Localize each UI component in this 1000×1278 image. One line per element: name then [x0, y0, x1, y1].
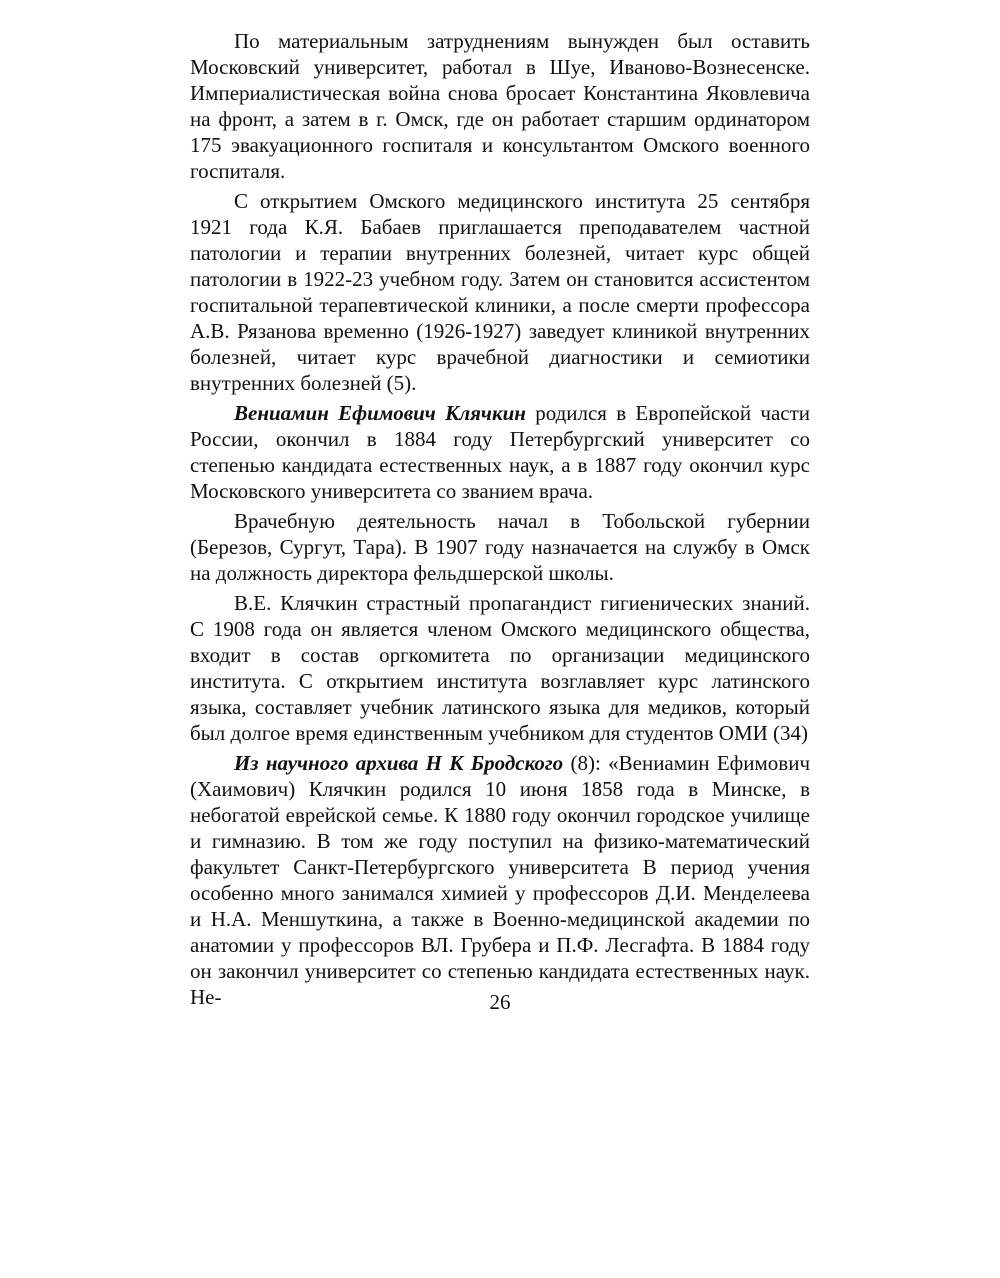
paragraph: [190, 188, 810, 396]
paragraph-lead: Из научного архива Н К Бродского: [234, 751, 564, 775]
paragraph-text: родился в Европейской части России, окончил в 1884 году Петербургский университет со степенью кандидата естественных наук, а в 1887 году окончил курс Московского университета со званием врача.: [190, 401, 810, 503]
paragraph: [190, 400, 810, 504]
paragraph-text: Врачебную деятельность начал в Тобольской губернии (Березов, Сургут, Тара). В 1907 году назначается на службу в Омск на должность директора фельдшерской школы.: [190, 509, 810, 585]
paragraph-text: По материальным затруднениям вынужден был оставить Московский университет, работал в Шуе, Иваново-Вознесенске. Империалистическая война снова бросает Константина Яковлевича на фронт, а затем в г. Омск, где он работает старшим ординатором 175 эвакуационного госпиталя и консультантом Омского военного госпиталя.: [190, 29, 810, 183]
page-text-body: [190, 28, 810, 1014]
paragraph: [190, 28, 810, 184]
page-number: 26: [489, 990, 511, 1014]
paragraph-text: (8): «Вениамин Ефимович (Хаимович) Клячкин родился 10 июня 1858 года в Минске, в небогатой еврейской семье. К 1880 году окончил городское училище и гимназию. В том же году поступил на физико-математический факультет Санкт-Петербургского университета В период учения особенно много занимался химией у профессоров Д.И. Менделеева и Н.А. Меншуткина, а также в Военно-медицинской академии по анатомии у профессоров ВЛ. Грубера и П.Ф. Лесгафта. В 1884 году он закончил университет со степенью кандидата естественных наук. Не-: [190, 751, 811, 1009]
paragraph-text: С открытием Омского медицинского института 25 сентября 1921 года К.Я. Бабаев приглашается преподавателем частной патологии и терапии внутренних болезней, читает курс общей патологии в 1922-23 учебном году. Затем он становится ассистентом госпитальной терапевтической клиники, а после смерти профессора А.В. Рязанова временно (1926-1927) заведует клиникой внутренних болезней, читает курс врачебной диагностики и семиотики внутренних болезней (5).: [190, 189, 810, 395]
paragraph-lead: Вениамин Ефимович Клячкин: [234, 401, 526, 425]
paragraph: [190, 750, 810, 1010]
paragraph-text: В.Е. Клячкин страстный пропагандист гигиенических знаний. С 1908 года он является членом Омского медицинского общества, входит в состав оргкомитета по организации медицинского института. С открытием института возглавляет курс латинского языка, составляет учебник латинского языка для медиков, который был долгое время единственным учебником для студентов ОМИ (34): [190, 591, 810, 745]
paragraph: [190, 508, 810, 586]
paragraph: [190, 590, 810, 746]
